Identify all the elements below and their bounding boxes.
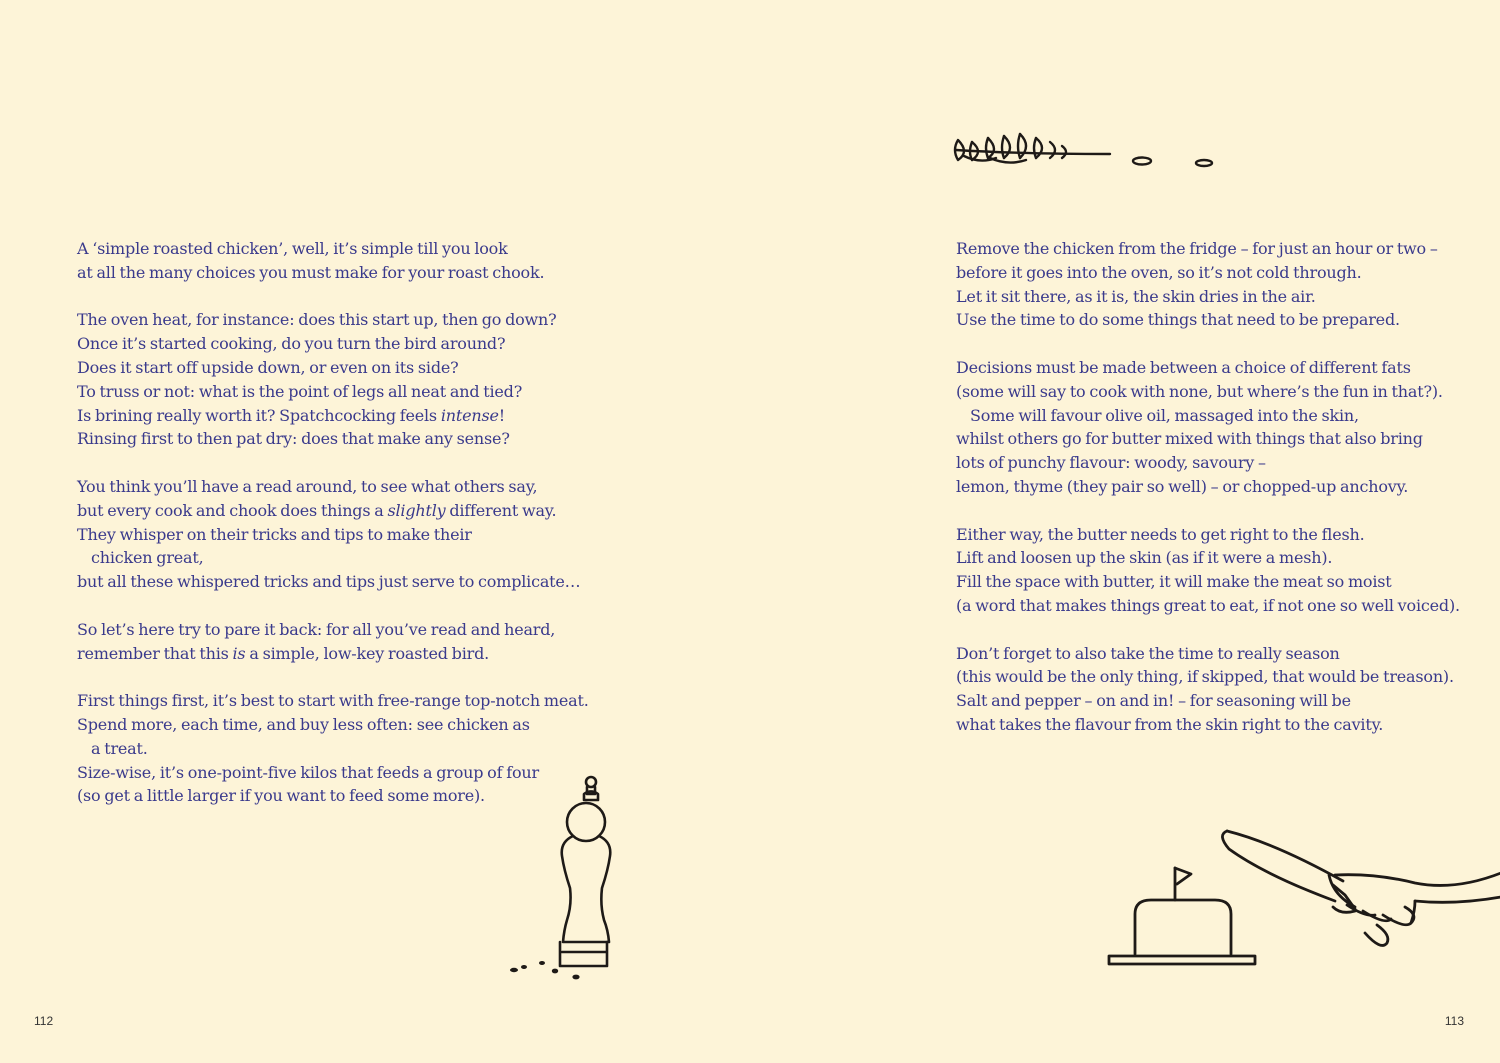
poem-line: Spend more, each time, and buy less often: see chicken as [77,714,530,734]
poem-line: chicken great, [91,548,204,568]
poem-line: Fill the space with butter, it will make the meat so moist [956,572,1392,592]
poem-line: Size-wise, it’s one-point-five kilos that feeds a group of four [77,762,539,782]
poem-line: what takes the flavour from the skin right to the cavity. [956,714,1384,734]
poem-line: at all the many choices you must make for your roast chook. [77,262,545,282]
line-text: but every cook and chook does things a [77,500,388,520]
stanza [77,689,589,808]
knife-hand-icon [1215,825,1500,965]
line-text: different way. [445,500,557,520]
poem-line [77,404,557,428]
poem-line: Decisions must be made between a choice of different fats [956,357,1411,377]
poem-line: (some will say to cook with none, but where’s the fun in that?). [956,381,1443,401]
poem-line: Either way, the butter needs to get right to the flesh. [956,524,1365,544]
stanza [77,237,557,285]
poem-line: A ‘simple roasted chicken’, well, it’s simple till you look [77,239,508,258]
poem-line: before it goes into the oven, so it’s not cold through. [956,262,1362,282]
stanza [77,475,581,594]
poem-line: Does it start off upside down, or even on its side? [77,357,459,377]
poem-line: To truss or not: what is the point of legs all neat and tied? [77,381,523,401]
stanza [956,356,1443,499]
poem-line: Use the time to do some things that need to be prepared. [956,310,1400,330]
poem-line: The oven heat, for instance: does this start up, then go down? [77,310,557,330]
right-page [750,0,1500,1063]
line-text: Is brining really worth it? Spatchcocking feels [77,405,441,425]
herb-sprig-icon [950,128,1230,178]
poem-line: (a word that makes things great to eat, if not one so well voiced). [956,595,1460,615]
page-number-left: 112 [34,1014,54,1028]
poem-line: First things first, it’s best to start with free-range top-notch meat. [77,691,589,711]
poem-line: You think you’ll have a read around, to see what others say, [77,476,538,496]
emphasis-text: is [232,643,246,663]
poem-line: They whisper on their tricks and tips to make their [77,524,472,544]
stanza [956,523,1460,618]
poem-line: Remove the chicken from the fridge – for just an hour or two – [956,239,1438,258]
poem-line [77,499,557,523]
poem-left [77,237,589,832]
pepper-mill-icon [500,770,630,990]
poem-line: So let’s here try to pare it back: for all you’ve read and heard, [77,619,556,639]
poem-line: whilst others go for butter mixed with things that also bring [956,429,1423,449]
stanza [77,618,557,666]
poem-right [956,237,1460,761]
emphasis-text: intense [440,405,499,425]
poem-line: lots of punchy flavour: woody, savoury – [956,453,1266,473]
poem-line: lemon, thyme (they pair so well) – or chopped-up anchovy. [956,476,1409,496]
stanza [956,642,1454,737]
poem-line: Let it sit there, as it is, the skin dries in the air. [956,286,1316,306]
poem-line: a treat. [91,738,148,758]
line-text: ! [498,405,505,425]
line-text: a simple, low-key roasted bird. [245,643,489,663]
stanza [956,237,1436,332]
poem-line [77,642,557,666]
poem-line: (so get a little larger if you want to feed some more). [77,786,485,806]
emphasis-text: slightly [387,500,446,520]
poem-line: Some will favour olive oil, massaged into the skin, [970,405,1359,425]
poem-line: Rinsing first to then pat dry: does that make any sense? [77,429,510,449]
stanza [77,308,557,451]
line-text: remember that this [77,643,233,663]
poem-line: (this would be the only thing, if skipped, that would be treason). [956,667,1454,687]
poem-line: Once it’s started cooking, do you turn the bird around? [77,334,506,354]
page-number-right: 113 [1444,1014,1464,1028]
poem-line: Salt and pepper – on and in! – for seasoning will be [956,691,1351,711]
poem-line: Don’t forget to also take the time to really season [956,643,1340,663]
poem-line: but all these whispered tricks and tips just serve to complicate… [77,572,581,592]
poem-line: Lift and loosen up the skin (as if it were a mesh). [956,548,1333,568]
